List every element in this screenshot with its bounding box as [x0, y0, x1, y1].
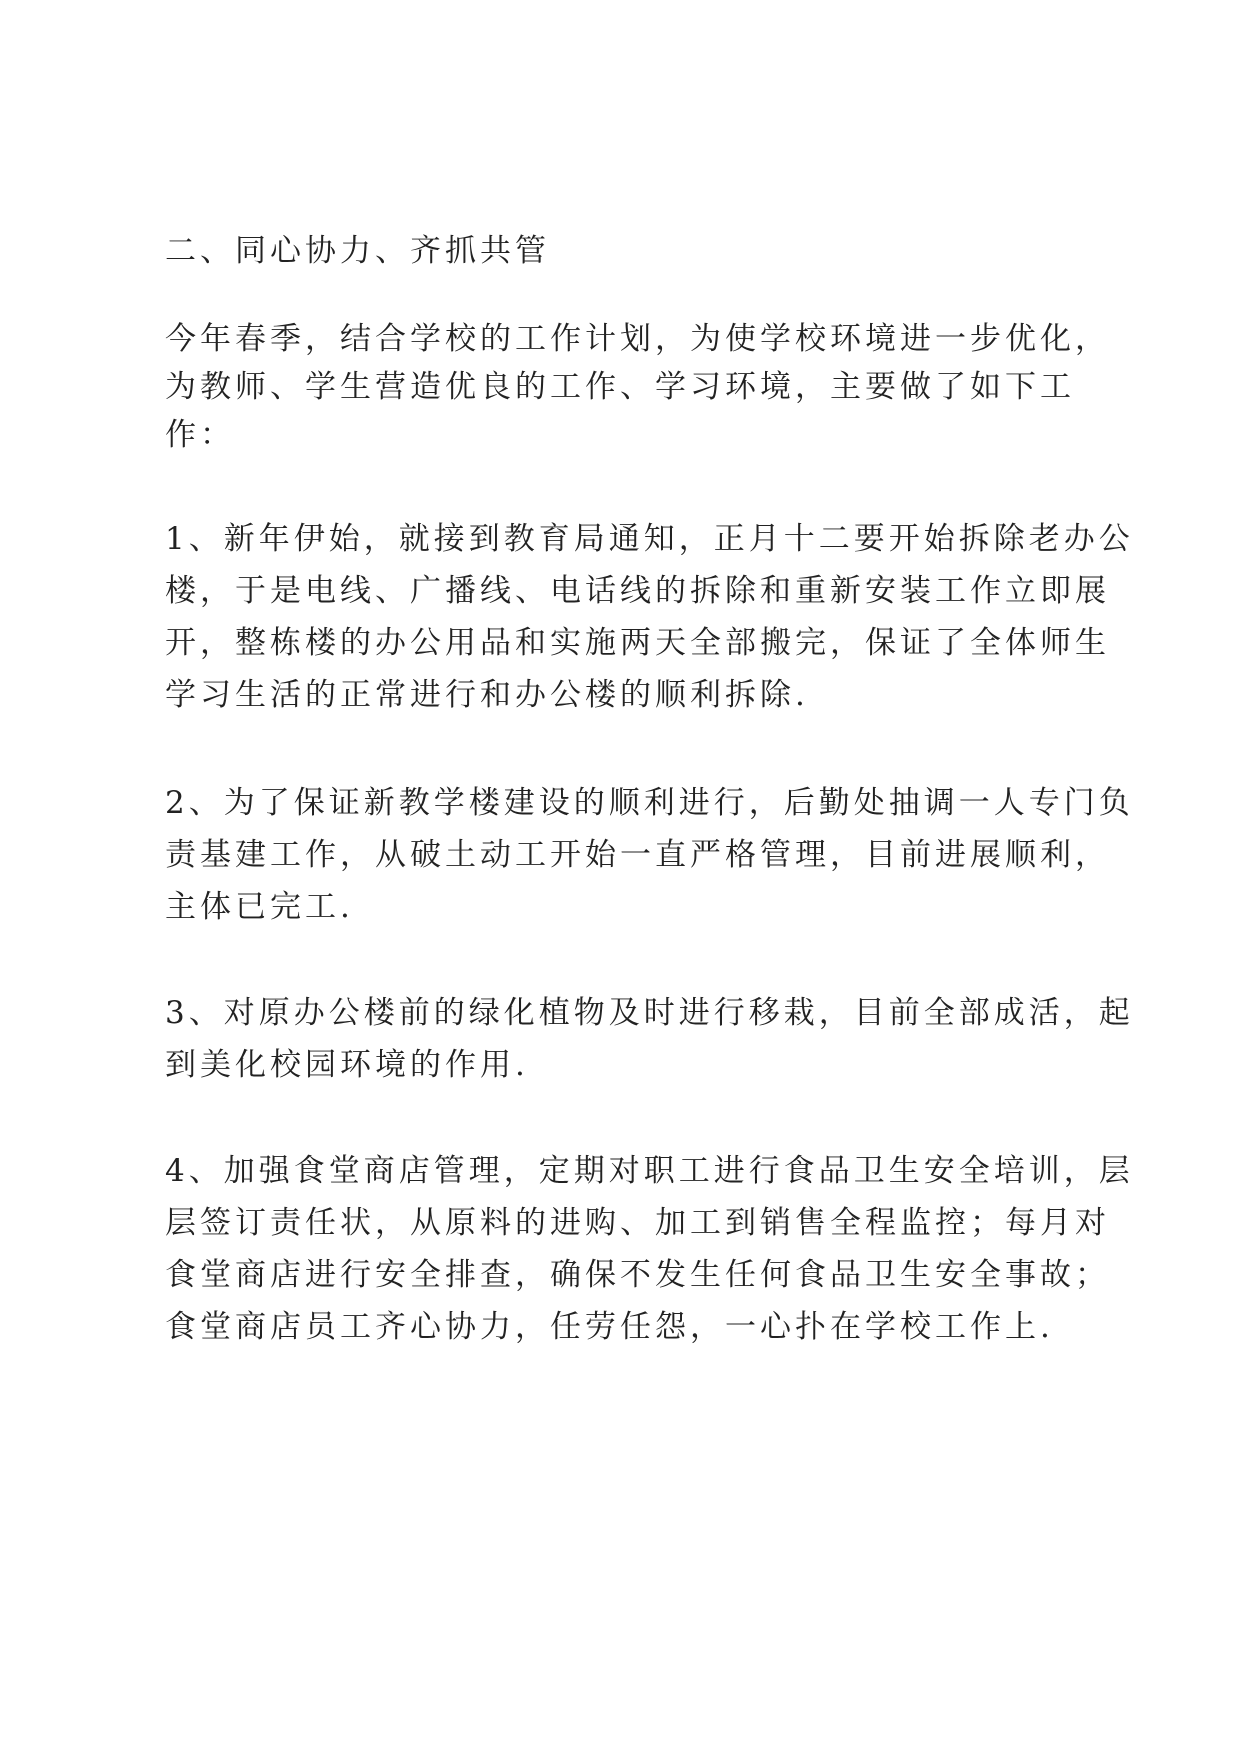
section-heading: 二、同心协力、齐抓共管 — [165, 233, 550, 269]
item-4-line-4: 食堂商店员工齐心协力，任劳任怨，一心扑在学校工作上. — [165, 1309, 1054, 1345]
item-1-line-2: 楼，于是电线、广播线、电话线的拆除和重新安装工作立即展 — [165, 573, 1110, 609]
item-1-line-3: 开，整栋楼的办公用品和实施两天全部搬完，保证了全体师生 — [165, 625, 1110, 661]
intro-line-3: 作： — [165, 417, 235, 453]
intro-line-1: 今年春季，结合学校的工作计划，为使学校环境进一步优化， — [165, 321, 1110, 357]
item-2-line-1: 2、为了保证新教学楼建设的顺利进行，后勤处抽调一人专门负 — [165, 785, 1134, 821]
item-1-line-4: 学习生活的正常进行和办公楼的顺利拆除. — [165, 677, 809, 713]
item-1-line-1: 1、新年伊始，就接到教育局通知，正月十二要开始拆除老办公 — [165, 521, 1134, 557]
item-3-line-2: 到美化校园环境的作用. — [165, 1047, 529, 1083]
item-4-line-1: 4、加强食堂商店管理，定期对职工进行食品卫生安全培训，层 — [165, 1153, 1134, 1189]
item-4-line-2: 层签订责任状，从原料的进购、加工到销售全程监控；每月对 — [165, 1205, 1110, 1241]
intro-line-2: 为教师、学生营造优良的工作、学习环境，主要做了如下工 — [165, 369, 1075, 405]
item-2-line-2: 责基建工作，从破土动工开始一直严格管理，目前进展顺利， — [165, 837, 1110, 873]
item-4-line-3: 食堂商店进行安全排查，确保不发生任何食品卫生安全事故； — [165, 1257, 1110, 1293]
item-2-line-3: 主体已完工. — [165, 889, 354, 925]
item-3-line-1: 3、对原办公楼前的绿化植物及时进行移栽，目前全部成活，起 — [165, 995, 1134, 1031]
